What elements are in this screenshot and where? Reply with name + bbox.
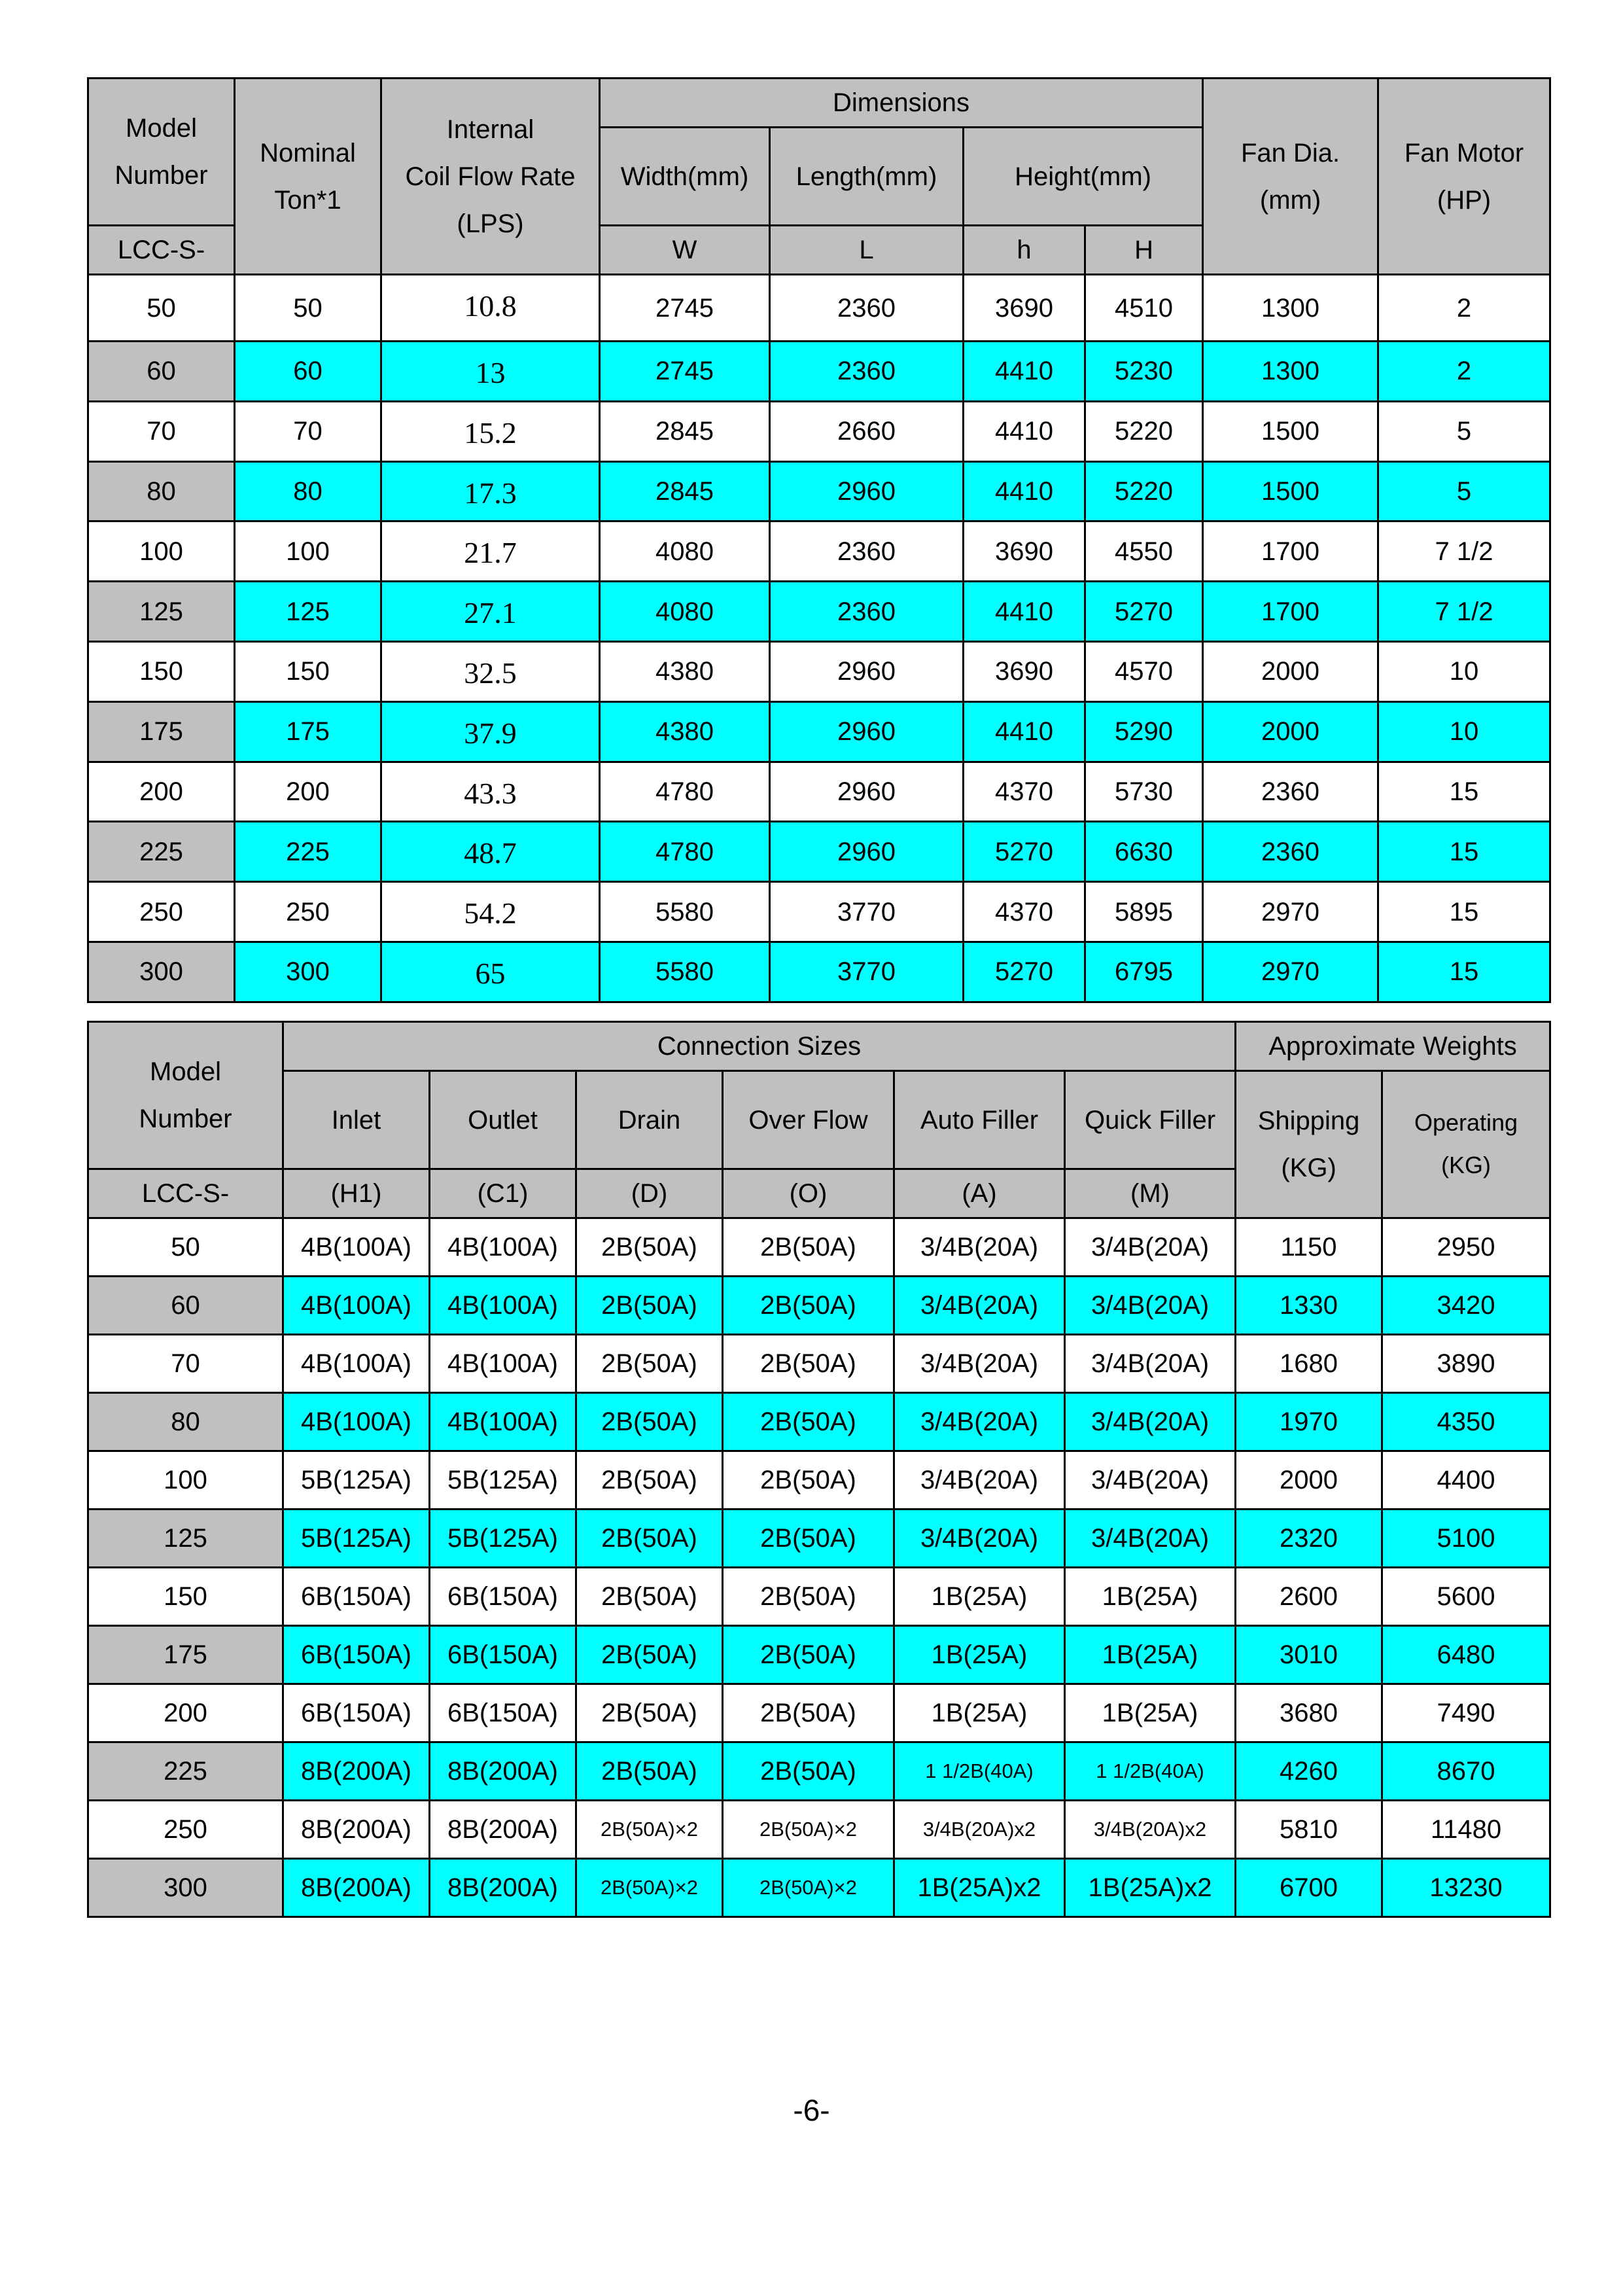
table-row [88,1277,1550,1335]
table-cell: 10 [1378,701,1550,762]
table-cell: 1 1/2B(40A) [1065,1742,1236,1801]
page-number: -6- [793,2093,830,2127]
nominal-ton-header: Nominal Ton*1 [235,79,381,275]
table-cell: 6B(150A) [430,1568,576,1626]
table-cell: 1B(25A) [1065,1568,1236,1626]
table-cell: 3680 [1236,1684,1382,1742]
table-cell: 4400 [1382,1451,1550,1510]
table-cell: 4260 [1236,1742,1382,1801]
table-cell: 4780 [600,762,770,822]
table-cell: 2000 [1203,701,1378,762]
m-header: (M) [1065,1169,1236,1218]
table-row [88,1684,1550,1742]
table-row [88,342,1550,402]
table-cell: 2360 [1203,822,1378,882]
table-cell: 4380 [600,641,770,701]
table-cell: 8B(200A) [430,1859,576,1917]
table-cell: 1B(25A)x2 [1065,1859,1236,1917]
table-cell: 2B(50A) [576,1510,723,1568]
table-cell: 1B(25A)x2 [894,1859,1065,1917]
table-cell: 5100 [1382,1510,1550,1568]
table-cell: 2960 [770,762,964,822]
table-cell: 1500 [1203,461,1378,521]
table-cell: 1B(25A) [1065,1684,1236,1742]
table-cell: 2845 [600,401,770,461]
c1-header: (C1) [430,1169,576,1218]
table-row [88,822,1550,882]
model-cell: 60 [88,342,235,402]
table-cell: 2B(50A) [723,1568,894,1626]
auto-filler-header: Auto Filler [894,1071,1065,1169]
table-cell: 2360 [770,582,964,642]
table-cell: 2360 [770,342,964,402]
table-cell: 6B(150A) [430,1626,576,1684]
table-cell: 1B(25A) [1065,1626,1236,1684]
table-cell: 2B(50A) [723,1742,894,1801]
d-header: (D) [576,1169,723,1218]
table-cell: 3/4B(20A) [1065,1393,1236,1451]
table-cell: 2600 [1236,1568,1382,1626]
model-prefix-header: LCC-S- [88,1169,283,1218]
table-cell: 2745 [600,342,770,402]
table-cell: 3/4B(20A) [1065,1218,1236,1277]
table-cell: 2B(50A) [576,1626,723,1684]
drain-header: Drain [576,1071,723,1169]
table-cell: 2B(50A) [576,1568,723,1626]
table-row [88,1218,1550,1277]
table-row [88,521,1550,582]
table-cell: 7 1/2 [1378,521,1550,582]
dimensions-table [87,77,1551,1003]
table-cell: 80 [235,461,381,521]
table-cell: 2360 [770,275,964,342]
table-cell: 3/4B(20A) [1065,1510,1236,1568]
table-cell: 5580 [600,882,770,942]
table-cell: 2B(50A) [723,1626,894,1684]
table-cell: 2B(50A) [576,1451,723,1510]
table-cell: 2 [1378,342,1550,402]
model-cell: 150 [88,641,235,701]
dimensions-header: Dimensions [600,79,1203,128]
table-cell: 4B(100A) [283,1335,430,1393]
table-cell: 4380 [600,701,770,762]
table-cell: 4B(100A) [283,1393,430,1451]
table-cell: 4410 [964,582,1085,642]
table-row [88,275,1550,342]
table-cell: 60 [235,342,381,402]
table-row [88,1393,1550,1451]
table-cell: 2000 [1203,641,1378,701]
table-cell: 48.7 [381,822,600,882]
table-cell: 6B(150A) [430,1684,576,1742]
table-cell: 4080 [600,521,770,582]
table-cell: 15 [1378,762,1550,822]
model-prefix-header: LCC-S- [88,226,235,275]
table-cell: 1500 [1203,401,1378,461]
table-cell: 7 1/2 [1378,582,1550,642]
table-cell: 4080 [600,582,770,642]
table-cell: 125 [235,582,381,642]
table-cell: 5270 [1085,582,1203,642]
table-cell: 1700 [1203,582,1378,642]
table-cell: 1680 [1236,1335,1382,1393]
table-cell: 2960 [770,461,964,521]
model-cell: 50 [88,275,235,342]
table-cell: 250 [235,882,381,942]
table-cell: 8B(200A) [430,1801,576,1859]
table-cell: 3690 [964,521,1085,582]
model-cell: 300 [88,1859,283,1917]
table-cell: 3420 [1382,1277,1550,1335]
table-cell: 4B(100A) [430,1393,576,1451]
table-row [88,641,1550,701]
table-cell: 3/4B(20A) [894,1510,1065,1568]
table-cell: 13230 [1382,1859,1550,1917]
table-cell: 2970 [1203,882,1378,942]
model-cell: 80 [88,461,235,521]
table-row [88,401,1550,461]
h-small-header: h [964,226,1085,275]
table-cell: 6B(150A) [283,1684,430,1742]
table-row [88,461,1550,521]
table-cell: 5B(125A) [283,1451,430,1510]
table-cell: 8B(200A) [283,1742,430,1801]
model-cell: 300 [88,942,235,1002]
model-cell: 250 [88,882,235,942]
table-cell: 175 [235,701,381,762]
table-cell: 1300 [1203,342,1378,402]
table-cell: 2B(50A) [723,1393,894,1451]
table-cell: 5B(125A) [430,1510,576,1568]
connection-sizes-header: Connection Sizes [283,1022,1236,1071]
table-row [88,1451,1550,1510]
table-cell: 3690 [964,641,1085,701]
model-cell: 125 [88,582,235,642]
table-row [88,701,1550,762]
model-cell: 175 [88,1626,283,1684]
table-row [88,942,1550,1002]
table-cell: 15 [1378,942,1550,1002]
table-cell: 3770 [770,882,964,942]
table-cell: 2 [1378,275,1550,342]
table-row [88,882,1550,942]
table-cell: 4370 [964,882,1085,942]
shipping-header: Shipping (KG) [1236,1071,1382,1218]
table-cell: 3/4B(20A) [894,1277,1065,1335]
table-row [88,582,1550,642]
table-cell: 3770 [770,942,964,1002]
table-cell: 7490 [1382,1684,1550,1742]
h1-header: (H1) [283,1169,430,1218]
table-cell: 4B(100A) [430,1277,576,1335]
table-cell: 2B(50A) [723,1277,894,1335]
table-cell: 15.2 [381,401,600,461]
table-cell: 4350 [1382,1393,1550,1451]
model-cell: 80 [88,1393,283,1451]
table-cell: 1300 [1203,275,1378,342]
table-cell: 4410 [964,342,1085,402]
table-cell: 2970 [1203,942,1378,1002]
table-cell: 15 [1378,822,1550,882]
table-cell: 37.9 [381,701,600,762]
table-cell: 13 [381,342,600,402]
o-header: (O) [723,1169,894,1218]
table-cell: 15 [1378,882,1550,942]
table-cell: 3/4B(20A) [894,1451,1065,1510]
model-cell: 125 [88,1510,283,1568]
table-row [88,1859,1550,1917]
table-cell: 50 [235,275,381,342]
table-cell: 3/4B(20A) [1065,1451,1236,1510]
approx-weights-header: Approximate Weights [1236,1022,1550,1071]
table-cell: 5230 [1085,342,1203,402]
table-cell: 2B(50A)×2 [576,1859,723,1917]
table-cell: 3/4B(20A) [894,1335,1065,1393]
model-cell: 70 [88,401,235,461]
table-cell: 43.3 [381,762,600,822]
table-cell: 4410 [964,701,1085,762]
table-cell: 5600 [1382,1568,1550,1626]
model-cell: 70 [88,1335,283,1393]
table-cell: 6795 [1085,942,1203,1002]
model-cell: 100 [88,1451,283,1510]
table-cell: 8670 [1382,1742,1550,1801]
table-cell: 5730 [1085,762,1203,822]
table-cell: 10.8 [381,275,600,342]
table-cell: 2B(50A)×2 [576,1801,723,1859]
model-number-header: Model Number [88,1022,283,1169]
table-cell: 8B(200A) [283,1859,430,1917]
a-header: (A) [894,1169,1065,1218]
table-cell: 2B(50A) [723,1510,894,1568]
table-cell: 1330 [1236,1277,1382,1335]
table-cell: 2845 [600,461,770,521]
w-header: W [600,226,770,275]
table-cell: 3/4B(20A) [1065,1335,1236,1393]
table-cell: 5270 [964,822,1085,882]
table-cell: 2950 [1382,1218,1550,1277]
table-cell: 2B(50A)×2 [723,1859,894,1917]
table-cell: 2960 [770,701,964,762]
table-cell: 1B(25A) [894,1626,1065,1684]
table-cell: 2B(50A) [576,1218,723,1277]
table-cell: 27.1 [381,582,600,642]
quick-filler-header: Quick Filler [1065,1071,1236,1169]
table-cell: 4510 [1085,275,1203,342]
table-cell: 4B(100A) [430,1218,576,1277]
model-cell: 250 [88,1801,283,1859]
table-cell: 5580 [600,942,770,1002]
fan-dia-header: Fan Dia. (mm) [1203,79,1378,275]
table-cell: 2360 [1203,762,1378,822]
table-cell: 2B(50A) [723,1684,894,1742]
table-cell: 2B(50A)×2 [723,1801,894,1859]
table-cell: 1B(25A) [894,1568,1065,1626]
table-cell: 4410 [964,461,1085,521]
table-row [88,1626,1550,1684]
table-cell: 5270 [964,942,1085,1002]
table-cell: 3/4B(20A) [1065,1277,1236,1335]
table-cell: 2660 [770,401,964,461]
table-cell: 5895 [1085,882,1203,942]
table-cell: 2B(50A) [723,1335,894,1393]
table-cell: 300 [235,942,381,1002]
table-cell: 3890 [1382,1335,1550,1393]
table-cell: 1700 [1203,521,1378,582]
table-cell: 1970 [1236,1393,1382,1451]
table-cell: 200 [235,762,381,822]
table-cell: 5 [1378,401,1550,461]
connections-weights-table [87,1021,1551,1918]
table-cell: 3/4B(20A) [894,1393,1065,1451]
height-header: Height(mm) [964,128,1203,226]
table-cell: 2B(50A) [576,1277,723,1335]
table-cell: 150 [235,641,381,701]
model-cell: 150 [88,1568,283,1626]
table-row [88,1801,1550,1859]
table-cell: 225 [235,822,381,882]
width-header: Width(mm) [600,128,770,226]
table-cell: 3/4B(20A) [894,1218,1065,1277]
fan-motor-header: Fan Motor (HP) [1378,79,1550,275]
table-cell: 4570 [1085,641,1203,701]
table-cell: 5810 [1236,1801,1382,1859]
table-cell: 5 [1378,461,1550,521]
table-cell: 2B(50A) [576,1393,723,1451]
table-row [88,1510,1550,1568]
model-cell: 50 [88,1218,283,1277]
over-flow-header: Over Flow [723,1071,894,1169]
l-header: L [770,226,964,275]
operating-header: Operating (KG) [1382,1071,1550,1218]
table-cell: 4410 [964,401,1085,461]
table-cell: 6B(150A) [283,1626,430,1684]
table-cell: 2B(50A) [723,1451,894,1510]
table-cell: 4780 [600,822,770,882]
table-cell: 17.3 [381,461,600,521]
table-cell: 4B(100A) [430,1335,576,1393]
model-cell: 100 [88,521,235,582]
table-cell: 4550 [1085,521,1203,582]
table-row [88,1335,1550,1393]
table-cell: 10 [1378,641,1550,701]
table-row [88,1568,1550,1626]
table-cell: 3/4B(20A)x2 [1065,1801,1236,1859]
table-cell: 5B(125A) [283,1510,430,1568]
table-cell: 2960 [770,641,964,701]
table-cell: 5B(125A) [430,1451,576,1510]
outlet-header: Outlet [430,1071,576,1169]
table-cell: 70 [235,401,381,461]
table-cell: 5290 [1085,701,1203,762]
table-cell: 8B(200A) [283,1801,430,1859]
table-cell: 1B(25A) [894,1684,1065,1742]
table-cell: 2B(50A) [576,1742,723,1801]
model-number-header: Model Number [88,79,235,226]
h-big-header: H [1085,226,1203,275]
table-cell: 6700 [1236,1859,1382,1917]
table-cell: 4B(100A) [283,1277,430,1335]
table-cell: 2320 [1236,1510,1382,1568]
table-cell: 65 [381,942,600,1002]
table-cell: 6630 [1085,822,1203,882]
table-cell: 54.2 [381,882,600,942]
table-cell: 11480 [1382,1801,1550,1859]
table-cell: 1 1/2B(40A) [894,1742,1065,1801]
model-cell: 175 [88,701,235,762]
table-cell: 2B(50A) [576,1684,723,1742]
table-cell: 2B(50A) [576,1335,723,1393]
table-row [88,1742,1550,1801]
model-cell: 200 [88,762,235,822]
table-cell: 4B(100A) [283,1218,430,1277]
table-row [88,762,1550,822]
table-cell: 2000 [1236,1451,1382,1510]
inlet-header: Inlet [283,1071,430,1169]
table-cell: 4370 [964,762,1085,822]
table-cell: 21.7 [381,521,600,582]
table-cell: 5220 [1085,401,1203,461]
table-cell: 100 [235,521,381,582]
model-cell: 60 [88,1277,283,1335]
table-cell: 1150 [1236,1218,1382,1277]
table-cell: 6B(150A) [283,1568,430,1626]
table-cell: 5220 [1085,461,1203,521]
model-cell: 225 [88,1742,283,1801]
coil-flow-header: Internal Coil Flow Rate (LPS) [381,79,600,275]
model-cell: 225 [88,822,235,882]
table-cell: 32.5 [381,641,600,701]
table-cell: 2B(50A) [723,1218,894,1277]
table-cell: 2960 [770,822,964,882]
model-cell: 200 [88,1684,283,1742]
table-cell: 3/4B(20A)x2 [894,1801,1065,1859]
table-cell: 3010 [1236,1626,1382,1684]
table-cell: 2360 [770,521,964,582]
table-cell: 8B(200A) [430,1742,576,1801]
table-cell: 3690 [964,275,1085,342]
length-header: Length(mm) [770,128,964,226]
table-cell: 2745 [600,275,770,342]
table-cell: 6480 [1382,1626,1550,1684]
